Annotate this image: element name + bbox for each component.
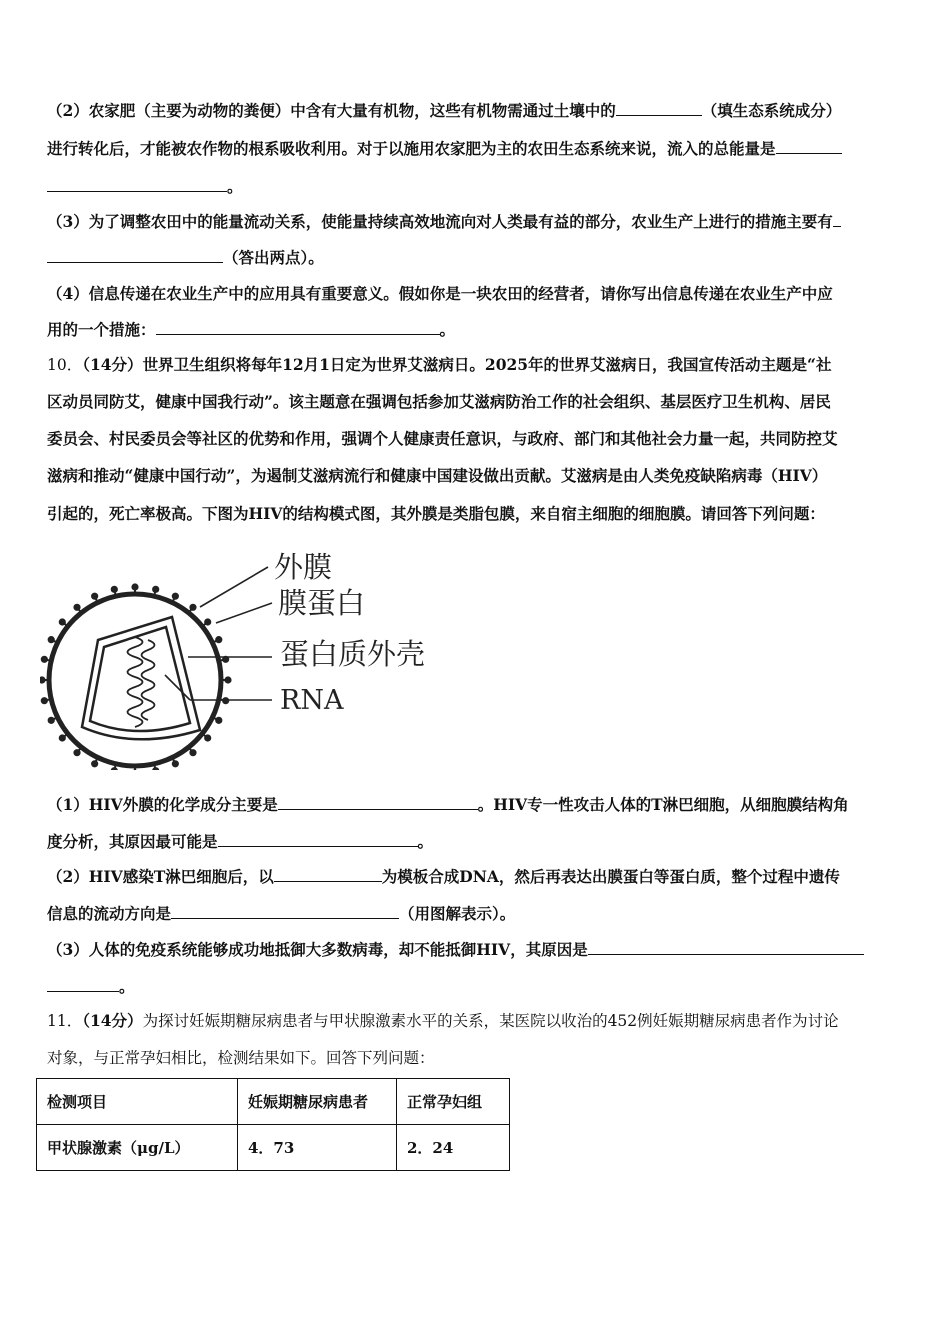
- answer-blank[interactable]: [47, 977, 119, 992]
- table-header-cell: 妊娠期糖尿病患者: [238, 1079, 397, 1125]
- table-cell: 2．24: [397, 1125, 510, 1171]
- membrane-protein-knob: [92, 594, 97, 599]
- membrane-protein-knob: [74, 750, 79, 755]
- membrane-protein-knob: [49, 637, 54, 642]
- q9-part2-line2: 进行转化后，才能被农作物的根系吸收利用。对于以施用农家肥为主的农田生态系统来说，流入的总能量是: [47, 138, 842, 160]
- question-number: 11．: [47, 1012, 83, 1030]
- membrane-protein-knob: [173, 761, 178, 766]
- q11-intro-line1: 11．（14分）为探讨妊娠期糖尿病患者与甲状腺激素水平的关系，某医院以收治的452例妊娠期糖尿病患者作为讨论: [47, 1011, 839, 1030]
- answer-blank[interactable]: [833, 212, 841, 227]
- answer-blank[interactable]: [47, 248, 223, 263]
- membrane-protein-knob: [173, 594, 178, 599]
- q10-intro-line2: 区动员同防艾，健康中国我行动”。该主题意在强调包括参加艾滋病防治工作的社会组织、基层医疗卫生机构、居民: [47, 392, 831, 411]
- table-header-row: [37, 1079, 510, 1125]
- q9-part3-line2: （答出两点）。: [47, 247, 324, 269]
- answer-blank[interactable]: [171, 904, 399, 919]
- membrane-protein-knob: [216, 637, 221, 642]
- q11-intro-line2: 对象，与正常孕妇相比，检测结果如下。回答下列问题：: [47, 1049, 435, 1067]
- answer-blank[interactable]: [218, 832, 418, 847]
- q10-intro-line5: 引起的，死亡率极高。下图为HIV的结构模式图，其外膜是类脂包膜，来自宿主细胞的细胞膜。请回答下列问题：: [47, 504, 825, 523]
- membrane-protein-knob: [132, 584, 137, 589]
- capsid-shape: [82, 617, 200, 739]
- q10-sub2-line1: （2）HIV感染T淋巴细胞后，以 为模板合成DNA，然后再表达出膜蛋白等蛋白质，整个过程中遗传: [47, 867, 840, 886]
- results-table: [36, 1078, 510, 1171]
- membrane-protein-knob: [60, 735, 65, 740]
- table-header-cell: 检测项目: [37, 1079, 238, 1125]
- question-number: 10．: [47, 356, 83, 374]
- q10-sub1-line1: （1）HIV外膜的化学成分主要是 。HIV专一性攻击人体的T淋巴细胞，从细胞膜结构角: [47, 795, 849, 814]
- membrane-protein-knob: [60, 619, 65, 624]
- q10-sub3-line2: 。: [47, 976, 135, 998]
- answer-blank[interactable]: [776, 139, 842, 154]
- label-outer-membrane: 外膜: [274, 550, 333, 584]
- answer-blank[interactable]: [588, 940, 864, 955]
- membrane-protein-knob: [40, 677, 45, 682]
- hiv-structure-diagram: [40, 545, 460, 770]
- q9-part2-line3: 。: [47, 176, 243, 198]
- q10-intro-line1: 10．（14分）世界卫生组织将每年12月1日定为世界艾滋病日。2025年的世界艾滋病日，我国宣传活动主题是“社: [47, 355, 832, 374]
- q9-part3-line1: （3）为了调整农田中的能量流动关系，使能量持续高效地流向对人类最有益的部分，农业生产上进行的措施主要有: [47, 211, 841, 233]
- label-capsid: 蛋白质外壳: [280, 637, 426, 671]
- answer-blank[interactable]: [47, 177, 227, 192]
- table-cell: 甲状腺激素（μg/L）: [37, 1125, 238, 1171]
- label-membrane-protein: 膜蛋白: [278, 586, 366, 620]
- q10-intro-line4: 滋病和推动“健康中国行动”，为遏制艾滋病流行和健康中国建设做出贡献。艾滋病是由人类免疫缺陷病毒（HIV）: [47, 466, 828, 485]
- membrane-protein-knob: [205, 619, 210, 624]
- membrane-protein-knob: [153, 768, 158, 770]
- label-rna: RNA: [280, 685, 344, 716]
- membrane-protein-knob: [153, 587, 158, 592]
- answer-blank[interactable]: [274, 867, 382, 882]
- q10-sub2-line2: 信息的流动方向是 （用图解表示）。: [47, 904, 516, 923]
- answer-blank[interactable]: [156, 320, 440, 335]
- q10-sub3-line1: （3）人体的免疫系统能够成功地抵御大多数病毒，却不能抵御HIV，其原因是: [47, 939, 864, 961]
- table-row: [37, 1125, 510, 1171]
- membrane-protein-knob: [42, 657, 47, 662]
- answer-blank[interactable]: [278, 795, 478, 810]
- membrane-protein-knob: [225, 677, 230, 682]
- table-header-cell: 正常孕妇组: [397, 1079, 510, 1125]
- answer-blank[interactable]: [616, 101, 702, 116]
- membrane-protein-knob: [49, 718, 54, 723]
- q10-intro-line3: 委员会、村民委员会等社区的优势和作用，强调个人健康责任意识，与政府、部门和其他社会力量一起，共同防控艾: [47, 429, 838, 448]
- q9-part4-line2: 用的一个措施： 。: [47, 320, 456, 339]
- membrane-protein-knob: [74, 605, 79, 610]
- membrane-protein-knob: [190, 605, 195, 610]
- membrane-protein-knob: [112, 587, 117, 592]
- table-cell: 4．73: [238, 1125, 397, 1171]
- membrane-protein-knob: [112, 768, 117, 770]
- membrane-protein-knob: [92, 761, 97, 766]
- membrane-protein-knob: [190, 750, 195, 755]
- q9-part2-line1: （2）农家肥（主要为动物的粪便）中含有大量有机物，这些有机物需通过土壤中的 （填生态系统成分）: [47, 101, 842, 120]
- membrane-protein-knob: [205, 735, 210, 740]
- rna-strands: [128, 637, 155, 727]
- membrane-protein-knob: [42, 698, 47, 703]
- membrane-protein-knob: [216, 718, 221, 723]
- q9-part4-line1: （4）信息传递在农业生产中的应用具有重要意义。假如你是一块农田的经营者，请你写出信息传递在农业生产中应: [47, 284, 833, 303]
- q10-sub1-line2: 度分析，其原因最可能是 。: [47, 832, 434, 851]
